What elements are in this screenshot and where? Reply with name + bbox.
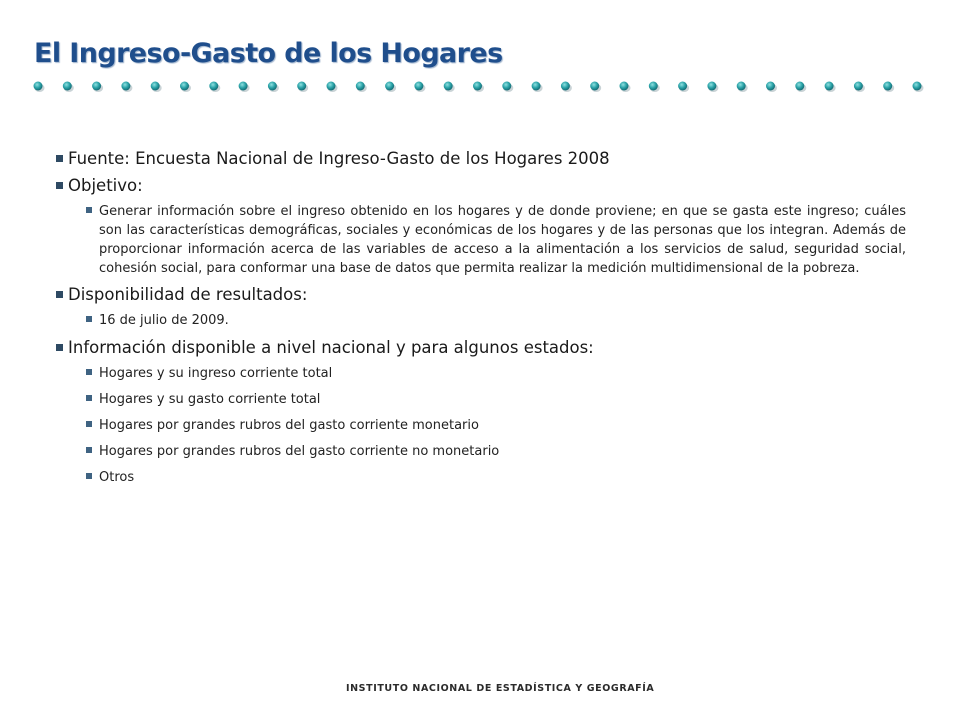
divider-dot [414, 82, 423, 91]
divider-dot [121, 82, 130, 91]
divider-dot [209, 82, 218, 91]
divider-dot [297, 82, 306, 91]
square-bullet-icon [86, 473, 92, 479]
divider-dot [34, 82, 43, 91]
divider-dot [532, 82, 541, 91]
sub-bullet-text: Generar información sobre el ingreso obtenido en los hogares y de donde proviene; en que se gasta este ingreso; cuáles son las características demográficas, sociales y económicas de los hogares y de las personas que los integran. Además de proporcionar información acerca de las variables de acceso a la alimentación a los servicios de salud, seguridad social, cohesión social, para conformar una base de datos que permita realizar la medición multidimensional de la pobreza. [99, 204, 906, 276]
square-bullet-icon [56, 182, 63, 189]
sub-bullet-gasto-monetario [86, 416, 906, 435]
square-bullet-icon [86, 316, 92, 322]
divider-dot [385, 82, 394, 91]
dotted-divider-graphic [30, 76, 930, 96]
square-bullet-icon [86, 395, 92, 401]
institution-footer: INSTITUTO NACIONAL DE ESTADÍSTICA Y GEOGRAFÍA [346, 683, 655, 694]
divider-dot [590, 82, 599, 91]
sub-bullet-fecha [86, 311, 906, 330]
sub-bullet-otros [86, 468, 906, 487]
bullet-objetivo [56, 175, 906, 197]
bullet-informacion [56, 337, 906, 359]
dotted-divider [30, 76, 930, 96]
divider-dot [327, 82, 336, 91]
divider-dot [63, 82, 72, 91]
divider-dot [678, 82, 687, 91]
divider-dot [913, 82, 922, 91]
divider-dot [356, 82, 365, 91]
bullet-fuente [56, 148, 906, 170]
divider-dot [502, 82, 511, 91]
divider-dot [151, 82, 160, 91]
divider-dot [620, 82, 629, 91]
divider-dot [766, 82, 775, 91]
divider-dot [268, 82, 277, 91]
divider-dot [180, 82, 189, 91]
slide-body [56, 148, 906, 494]
divider-dot [737, 82, 746, 91]
divider-dot [561, 82, 570, 91]
divider-dot [92, 82, 101, 91]
slide-title: El Ingreso-Gasto de los Hogares [34, 38, 503, 69]
square-bullet-icon [86, 369, 92, 375]
sub-bullet-text: Otros [99, 470, 135, 485]
sub-bullet-gasto-total [86, 390, 906, 409]
sub-bullet-ingreso-total [86, 364, 906, 383]
sub-bullet-objetivo-description [86, 202, 906, 278]
divider-dot [707, 82, 716, 91]
divider-dot [825, 82, 834, 91]
square-bullet-icon [56, 344, 63, 351]
bullet-disponibilidad [56, 284, 906, 306]
square-bullet-icon [86, 207, 92, 213]
divider-dot [649, 82, 658, 91]
divider-dot [854, 82, 863, 91]
bullet-text: Fuente: Encuesta Nacional de Ingreso-Gasto de los Hogares 2008 [68, 149, 610, 168]
divider-dot [444, 82, 453, 91]
divider-dot [883, 82, 892, 91]
square-bullet-icon [86, 421, 92, 427]
bullet-text: Objetivo: [68, 176, 143, 195]
square-bullet-icon [86, 447, 92, 453]
square-bullet-icon [56, 291, 63, 298]
divider-dot [473, 82, 482, 91]
divider-dot [795, 82, 804, 91]
sub-bullet-text: Hogares por grandes rubros del gasto corriente monetario [99, 418, 479, 433]
sub-bullet-gasto-no-monetario [86, 442, 906, 461]
bullet-text: Disponibilidad de resultados: [68, 285, 308, 304]
sub-bullet-text: 16 de julio de 2009. [99, 313, 229, 328]
divider-dot [239, 82, 248, 91]
sub-bullet-text: Hogares y su gasto corriente total [99, 392, 321, 407]
bullet-text: Información disponible a nivel nacional y para algunos estados: [68, 338, 594, 357]
square-bullet-icon [56, 155, 63, 162]
sub-bullet-text: Hogares por grandes rubros del gasto corriente no monetario [99, 444, 500, 459]
sub-bullet-text: Hogares y su ingreso corriente total [99, 366, 333, 381]
